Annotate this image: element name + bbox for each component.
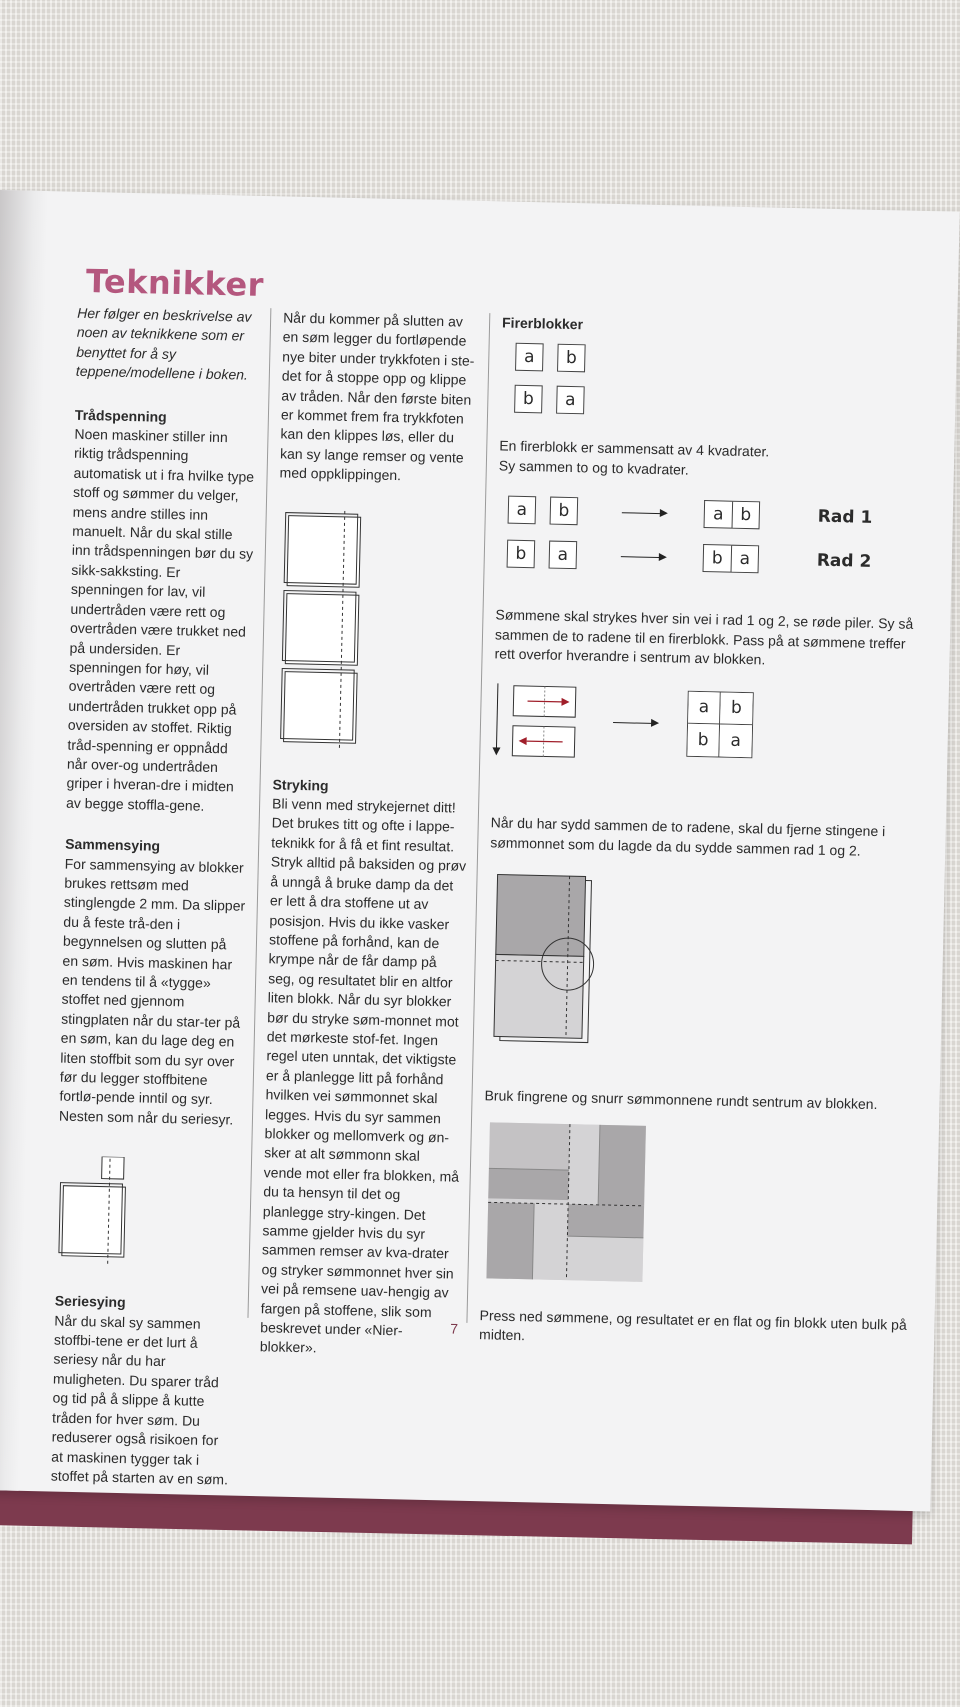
square-a: a bbox=[549, 541, 578, 570]
page-title: Teknikker bbox=[85, 261, 265, 305]
grid-row-1 bbox=[515, 343, 932, 380]
grid-row-2 bbox=[514, 385, 931, 422]
fabric-strips-diagram bbox=[277, 509, 372, 751]
spun-seams-diagram bbox=[484, 1120, 648, 1284]
seriesying-diagram bbox=[56, 1156, 148, 1268]
label-rad-1: Rad 1 bbox=[817, 506, 873, 528]
square-a: a bbox=[704, 500, 733, 529]
square-a: a bbox=[556, 386, 585, 415]
seam-removal-diagram bbox=[490, 873, 614, 1046]
square-a: a bbox=[731, 545, 760, 574]
square-b: b bbox=[507, 540, 536, 569]
text-seriesying-continued: Når du kommer på slutten av en søm legger du fortløpende nye biter under trykkfoten i ste-det for å stoppe opp og klippe av tråden. Når den første biten er kommet frem fra trykkfoten kan den klippes løs, eller du kan sy lange remser og vente med oppklippingen. bbox=[279, 309, 475, 484]
label-rad-2: Rad 2 bbox=[816, 550, 872, 572]
square-b: b bbox=[557, 344, 586, 373]
arrow-right-icon bbox=[622, 512, 666, 514]
square-a: a bbox=[515, 343, 544, 372]
page-number: 7 bbox=[450, 1320, 459, 1337]
result-firerblokk bbox=[686, 691, 753, 758]
column-2 bbox=[259, 308, 479, 1383]
text-tradspenning: Noen maskiner stiller inn riktig trådspenning automatisk ut i fra hvilke type stoff og sømmer du velger, mens andre stilles inn manuelt. Når du skal stille inn trådspenningen bør du sy sikk-sakksting. Er spenningen for lav, vil undertråden være rett og overtråden være trukket ned på undersiden. Er spenningen for høy, vil overtråden være rett og undertråden trukket opp på oversiden av stoffet. Riktig tråd-spenning er oppnådd når over-og undertråden griper i hveran-dre i midten av begge stoffla-gene. bbox=[65, 425, 255, 814]
square-a: a bbox=[719, 725, 752, 758]
heading-seriesying: Seriesying bbox=[54, 1292, 126, 1311]
square-b: b bbox=[514, 385, 543, 414]
text-seriesying: Når du skal sy sammen stoffbi-tene er det lurt å seriesy når du har muligheten. Du sparer tråd og tid på å slippe å kutte tråden for hver søm. Du reduserer også risikoen for at maskinen tygger tak i stoffet på starten av en søm. bbox=[50, 1312, 229, 1488]
caption-seam-pressing: Sømmene skal strykes hver sin vei i rad 1 og 2, se røde piler. Sy så sammen de to radene til en firerblokk. Pass på at sømmene treffer rett overfor hverandre i sentrum av blokken. bbox=[494, 606, 914, 668]
square-b: b bbox=[550, 497, 579, 526]
heading-firerblokker: Firerblokker bbox=[501, 314, 584, 333]
square-b: b bbox=[731, 501, 760, 530]
square-b: b bbox=[687, 724, 720, 757]
caption-firerblokk: En firerblokk er sammensatt av 4 kvadrater. Sy sammen to og to kvadrater. bbox=[498, 437, 770, 478]
text-stryking: Bli venn med strykejernet ditt! Det brukes titt og ofte i lappe-teknikk for å få et fint resultat. Stryk alltid på baksiden og prøv å unngå å bruke damp da det er lett å dra stoffene ut av posisjon. Hvis du ikke vasker stoffene på forhånd, kan de krympe når de får damp på seg, og resultatet blir en altfor liten blokk. Når du syr blokker bør du stryke søm-monnet mot det mørkeste stof-fet. Ingen regel uten unntak, det viktigste er å planlegge litt på forhånd hvilken vei sømmonnet skal legges. Hvis du syr sammen blokker og mellomverk og øn-sker at alt sømmonn skal vende mot eller fra blokken, må du ta hensyn til det og planlegge stry-kingen. Det samme gjelder hvis du syr sammen remser av kva-drater og stryker sømmonnet hver sin vei på remsene uav-hengig av fargen på stoffene, slik som beskrevet under «Nier-blokker». bbox=[259, 795, 467, 1356]
square-b: b bbox=[703, 544, 732, 573]
caption-remove-stitches: Når du har sydd sammen de to radene, skal du fjerne stingene i sømmonnet som du lagde da du sydde sammen rad 1 og 2. bbox=[490, 814, 886, 859]
firerblokk-grid bbox=[514, 343, 931, 422]
intro-text: Her følger en beskrivelse av noen av teknikkene som er benyttet for å sy teppene/modellene i boken. bbox=[75, 304, 252, 383]
row-assembly-diagram bbox=[507, 496, 929, 578]
book-page bbox=[0, 190, 960, 1511]
sewn-pair-2 bbox=[703, 544, 760, 573]
pressing-diagram bbox=[492, 682, 924, 768]
caption-press-seams: Press ned sømmene, og resultatet er en flat og fin blokk uten bulk på midten. bbox=[478, 1306, 907, 1344]
red-arrows-diagram bbox=[492, 682, 584, 760]
text-sammensying: For sammensying av blokker brukes rettsøm med stinglengde 2 mm. Da slipper du å feste trå-den i begynnelsen og slutten på en søm. Hvis maskinen har en tendens til å «tygge» stoffet ned gjennom stingplaten når du star-ter på en søm, kan du lage deg en liten stoffbit som du syr over før du legger stoffbitene fortlø-pende inntil og syr. Nesten som når du seriesyr. bbox=[58, 855, 246, 1128]
sewn-pair-1 bbox=[704, 500, 761, 529]
rad-2-row bbox=[507, 540, 928, 578]
square-a: a bbox=[688, 692, 721, 725]
heading-stryking: Stryking bbox=[272, 775, 329, 794]
column-3 bbox=[479, 313, 932, 1354]
square-a: a bbox=[508, 496, 537, 525]
caption-spin-seams: Bruk fingrene og snurr sømmonnene rundt sentrum av blokken. bbox=[484, 1087, 878, 1113]
square-b: b bbox=[720, 693, 753, 726]
page-gutter bbox=[0, 190, 48, 1491]
heading-tradspenning: Trådspenning bbox=[74, 406, 167, 425]
rad-1-row bbox=[508, 496, 929, 534]
arrow-right-icon bbox=[613, 722, 657, 724]
arrow-right-icon bbox=[621, 556, 665, 558]
column-1 bbox=[50, 304, 259, 1512]
heading-sammensying: Sammensying bbox=[65, 835, 161, 854]
